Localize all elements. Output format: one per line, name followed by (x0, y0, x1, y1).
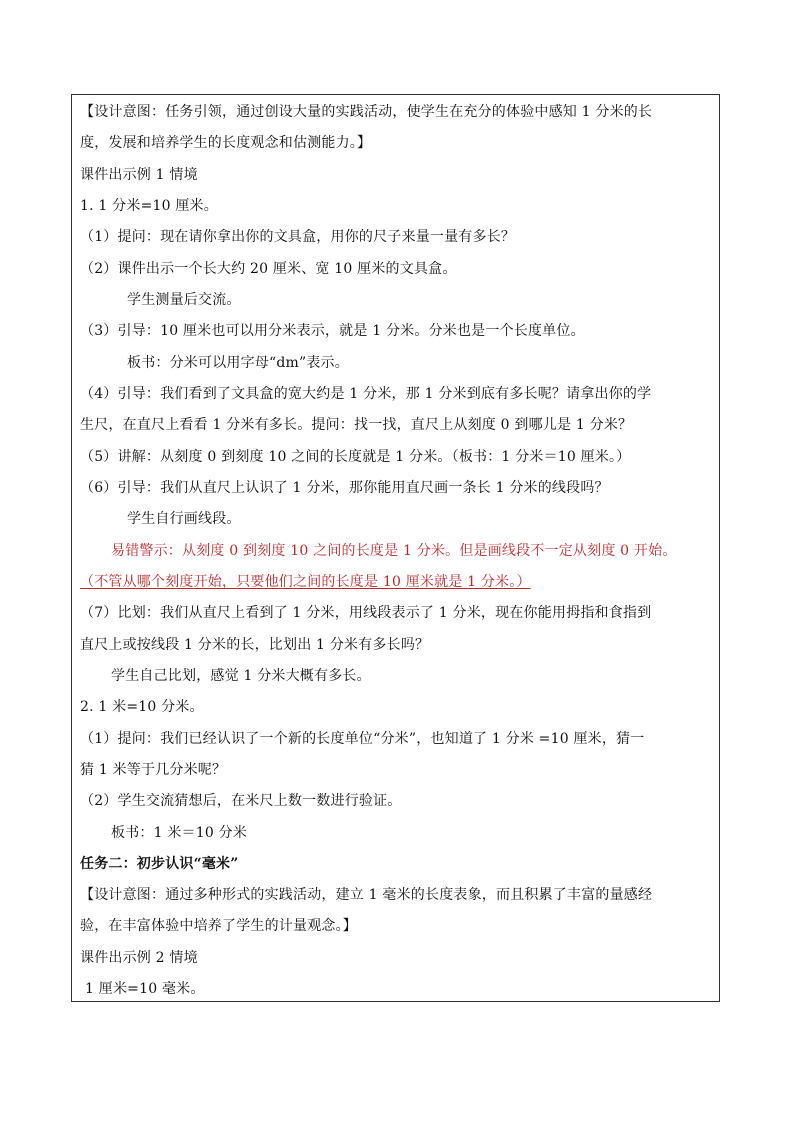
section-2-step-1-line-1: （1）提问：我们已经认识了一个新的长度单位“分米”，也知道了 1 分米 =10 厘米，猜一 (80, 731, 645, 747)
step-6-note: 学生自行画线段。 (127, 511, 241, 527)
step-3-board-note: 板书：分米可以用字母“dm”表示。 (127, 355, 349, 371)
error-warning-note: （不管从哪个刻度开始，只要他们之间的长度是 10 厘米就是 1 分米。） (80, 574, 531, 590)
section-2-step-1-line-2: 猜 1 米等于几分米呢？ (80, 762, 227, 778)
task-2-intent-line-1: 【设计意图：通过多种形式的实践活动，建立 1 毫米的长度表象，而且积累了丰富的量感经 (80, 887, 653, 903)
step-1-text: （1）提问：现在请你拿出你的文具盒，用你的尺子来量一量有多长？ (80, 229, 516, 245)
step-5-text: （5）讲解：从刻度 0 到刻度 10 之间的长度就是 1 分米。（板书：1 分米＝10 厘米。） (80, 449, 631, 465)
section-2-board-note: 板书：1 米＝10 分米 (111, 825, 248, 841)
step-4-text-line-2: 生尺，在直尺上看看 1 分米有多长。提问：找一找，直尺上从刻度 0 到哪儿是 1 分米？ (80, 417, 633, 433)
step-3-text: （3）引导：10 厘米也可以用分米表示，就是 1 分米。分米也是一个长度单位。 (80, 323, 585, 339)
design-intent-line-1: 【设计意图：任务引领，通过创设大量的实践活动，使学生在充分的体验中感知 1 分米的长 (80, 104, 653, 120)
section-2-step-2: （2）学生交流猜想后，在米尺上数一数进行验证。 (80, 793, 402, 809)
design-intent-line-2: 度，发展和培养学生的长度观念和估测能力。】 (80, 135, 372, 151)
step-7-note: 学生自己比划，感觉 1 分米大概有多长。 (111, 668, 371, 684)
step-2-note: 学生测量后交流。 (127, 292, 241, 308)
step-7-text-line-1: （7）比划：我们从直尺上看到了 1 分米，用线段表示了 1 分米，现在你能用拇指和食指到 (80, 605, 652, 621)
error-warning: 易错警示：从刻度 0 到刻度 10 之间的长度是 1 分米。但是画线段不一定从刻度 0 开始。 (111, 543, 677, 559)
step-2-text: （2）课件出示一个长大约 20 厘米、宽 10 厘米的文具盒。 (80, 261, 457, 277)
step-4-text-line-1: （4）引导：我们看到了文具盒的宽大约是 1 分米，那 1 分米到底有多长呢？请拿出你的学 (80, 386, 652, 402)
task-2-intent-line-2: 验，在丰富体验中培养了学生的计量观念。】 (80, 918, 357, 934)
step-7-text-line-2: 直尺上或按线段 1 分米的长，比划出 1 分米有多长吗？ (80, 637, 430, 653)
example-2-heading: 课件出示例 2 情境 (80, 950, 198, 966)
section-2-title: 2. 1 米=10 分米。 (80, 699, 204, 715)
step-6-text: （6）引导：我们从直尺上认识了 1 分米，那你能用直尺画一条长 1 分米的线段吗？ (80, 480, 609, 496)
task-2-section-1-title: 1 厘米=10 毫米。 (85, 981, 205, 997)
section-1-title: 1. 1 分米=10 厘米。 (80, 198, 218, 214)
task-2-heading: 任务二：初步认识“毫米” (80, 856, 239, 872)
example-1-heading: 课件出示例 1 情境 (80, 167, 198, 183)
